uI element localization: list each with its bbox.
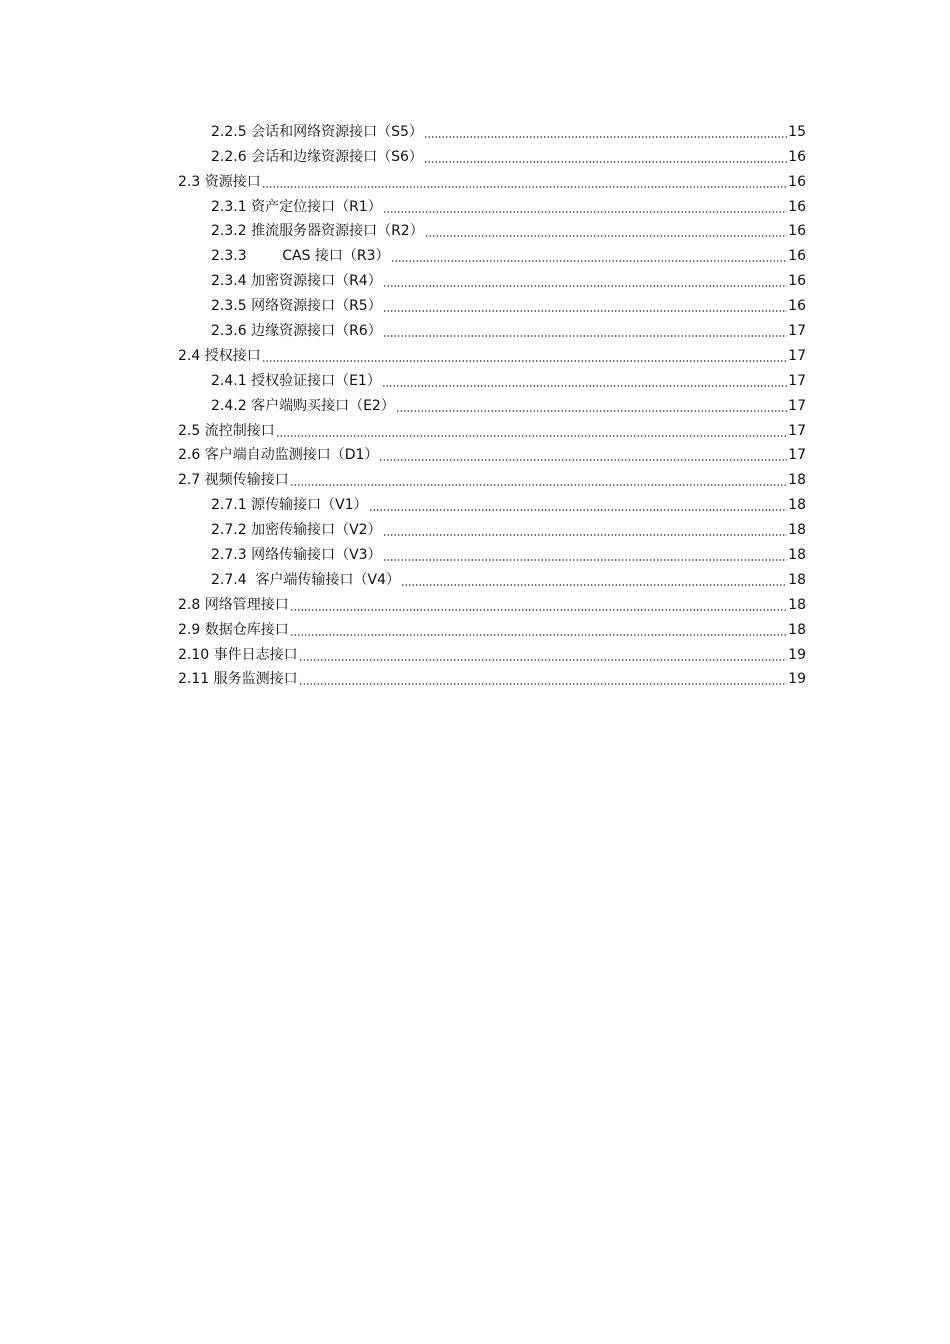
toc-entry[interactable] xyxy=(178,589,806,614)
toc-entry-label: 2.4.2 客户端购买接口（E2） xyxy=(211,397,395,414)
toc-entry-label: 2.7.3 网络传输接口（V3） xyxy=(211,547,382,564)
toc-entry[interactable] xyxy=(178,564,806,589)
toc-dot-leader xyxy=(383,534,788,536)
toc-dot-leader xyxy=(290,609,787,611)
toc-entry[interactable] xyxy=(178,664,806,689)
toc-entry[interactable] xyxy=(178,290,806,315)
toc-page-number: 18 xyxy=(788,571,806,588)
toc-dot-leader xyxy=(382,385,787,387)
toc-entry-label: 2.10 事件日志接口 xyxy=(178,646,298,663)
toc-page-number: 17 xyxy=(788,422,806,439)
toc-page-number: 16 xyxy=(788,298,806,315)
toc-entry[interactable] xyxy=(178,365,806,390)
toc-entry[interactable] xyxy=(178,141,806,166)
toc-dot-leader xyxy=(424,161,787,163)
toc-entry[interactable] xyxy=(178,166,806,191)
toc-entry-label: 2.3 资源接口 xyxy=(178,173,261,190)
toc-dot-leader xyxy=(424,136,787,138)
toc-dot-leader xyxy=(383,211,787,213)
toc-page-number: 17 xyxy=(788,447,806,464)
toc-dot-leader xyxy=(379,459,787,461)
toc-entry[interactable] xyxy=(178,514,806,539)
toc-page-number: 17 xyxy=(788,347,806,364)
toc-page-number: 16 xyxy=(788,273,806,290)
toc-entry[interactable] xyxy=(178,265,806,290)
toc-entry-label: 2.2.6 会话和边缘资源接口（S6） xyxy=(211,148,423,165)
toc-entry[interactable] xyxy=(178,315,806,340)
toc-entry-label: 2.8 网络管理接口 xyxy=(178,596,289,613)
toc-page-number: 18 xyxy=(788,522,806,539)
toc-page-number: 16 xyxy=(788,198,806,215)
toc-entry[interactable] xyxy=(178,415,806,440)
toc-dot-leader xyxy=(299,659,788,661)
toc-dot-leader xyxy=(262,186,787,188)
toc-entry-label: 2.3.6 边缘资源接口（R6） xyxy=(211,323,382,340)
toc-entry-label: 2.7.1 源传输接口（V1） xyxy=(211,497,368,514)
toc-entry-label: 2.3.4 加密资源接口（R4） xyxy=(211,273,382,290)
toc-entry[interactable] xyxy=(178,614,806,639)
toc-entry-label: 2.9 数据仓库接口 xyxy=(178,621,289,638)
toc-entry[interactable] xyxy=(178,440,806,465)
toc-dot-leader xyxy=(383,310,787,312)
toc-entry-label: 2.7.2 加密传输接口（V2） xyxy=(211,522,382,539)
toc-page-number: 16 xyxy=(788,248,806,265)
toc-page-number: 16 xyxy=(788,173,806,190)
table-of-contents xyxy=(178,116,806,688)
toc-page-number: 19 xyxy=(788,671,806,688)
toc-dot-leader xyxy=(299,683,788,685)
toc-entry[interactable] xyxy=(178,390,806,415)
toc-page-number: 17 xyxy=(788,372,806,389)
toc-page-number: 19 xyxy=(788,646,806,663)
toc-entry[interactable] xyxy=(178,464,806,489)
toc-dot-leader xyxy=(383,335,787,337)
toc-entry[interactable] xyxy=(178,191,806,216)
toc-page-number: 18 xyxy=(788,621,806,638)
toc-dot-leader xyxy=(383,285,787,287)
toc-entry-label: 2.5 流控制接口 xyxy=(178,422,275,439)
toc-entry-label: 2.6 客户端自动监测接口（D1） xyxy=(178,447,379,464)
toc-page-number: 17 xyxy=(788,323,806,340)
toc-dot-leader xyxy=(401,584,787,586)
toc-entry-label: 2.3.2 推流服务器资源接口（R2） xyxy=(211,223,424,240)
toc-entry[interactable] xyxy=(178,116,806,141)
toc-page-number: 18 xyxy=(788,547,806,564)
toc-entry-label: 2.2.5 会话和网络资源接口（S5） xyxy=(211,123,423,140)
toc-entry[interactable] xyxy=(178,340,806,365)
toc-dot-leader xyxy=(391,260,788,262)
toc-dot-leader xyxy=(290,634,787,636)
toc-entry[interactable] xyxy=(178,216,806,241)
toc-dot-leader xyxy=(396,410,787,412)
toc-entry-label: 2.11 服务监测接口 xyxy=(178,671,298,688)
toc-page-number: 16 xyxy=(788,148,806,165)
toc-page-number: 18 xyxy=(788,472,806,489)
toc-dot-leader xyxy=(383,559,788,561)
toc-entry-label: 2.4.1 授权验证接口（E1） xyxy=(211,372,381,389)
toc-entry-label: 2.7.4 客户端传输接口（V4） xyxy=(211,571,401,588)
toc-entry[interactable] xyxy=(178,539,806,564)
toc-dot-leader xyxy=(290,484,787,486)
toc-entry-label: 2.3.5 网络资源接口（R5） xyxy=(211,298,382,315)
toc-entry[interactable] xyxy=(178,639,806,664)
toc-page-number: 17 xyxy=(788,397,806,414)
toc-page-number: 18 xyxy=(788,497,806,514)
toc-entry-label: 2.7 视频传输接口 xyxy=(178,472,289,489)
toc-dot-leader xyxy=(369,509,788,511)
toc-page-number: 16 xyxy=(788,223,806,240)
toc-dot-leader xyxy=(262,360,787,362)
toc-dot-leader xyxy=(276,435,787,437)
toc-page-number: 18 xyxy=(788,596,806,613)
toc-entry-label: 2.3.3 CAS 接口（R3） xyxy=(211,248,390,265)
toc-entry-label: 2.4 授权接口 xyxy=(178,347,261,364)
toc-dot-leader xyxy=(425,235,787,237)
toc-entry-label: 2.3.1 资产定位接口（R1） xyxy=(211,198,382,215)
toc-entry[interactable] xyxy=(178,240,806,265)
toc-page-number: 15 xyxy=(788,123,806,140)
toc-entry[interactable] xyxy=(178,489,806,514)
